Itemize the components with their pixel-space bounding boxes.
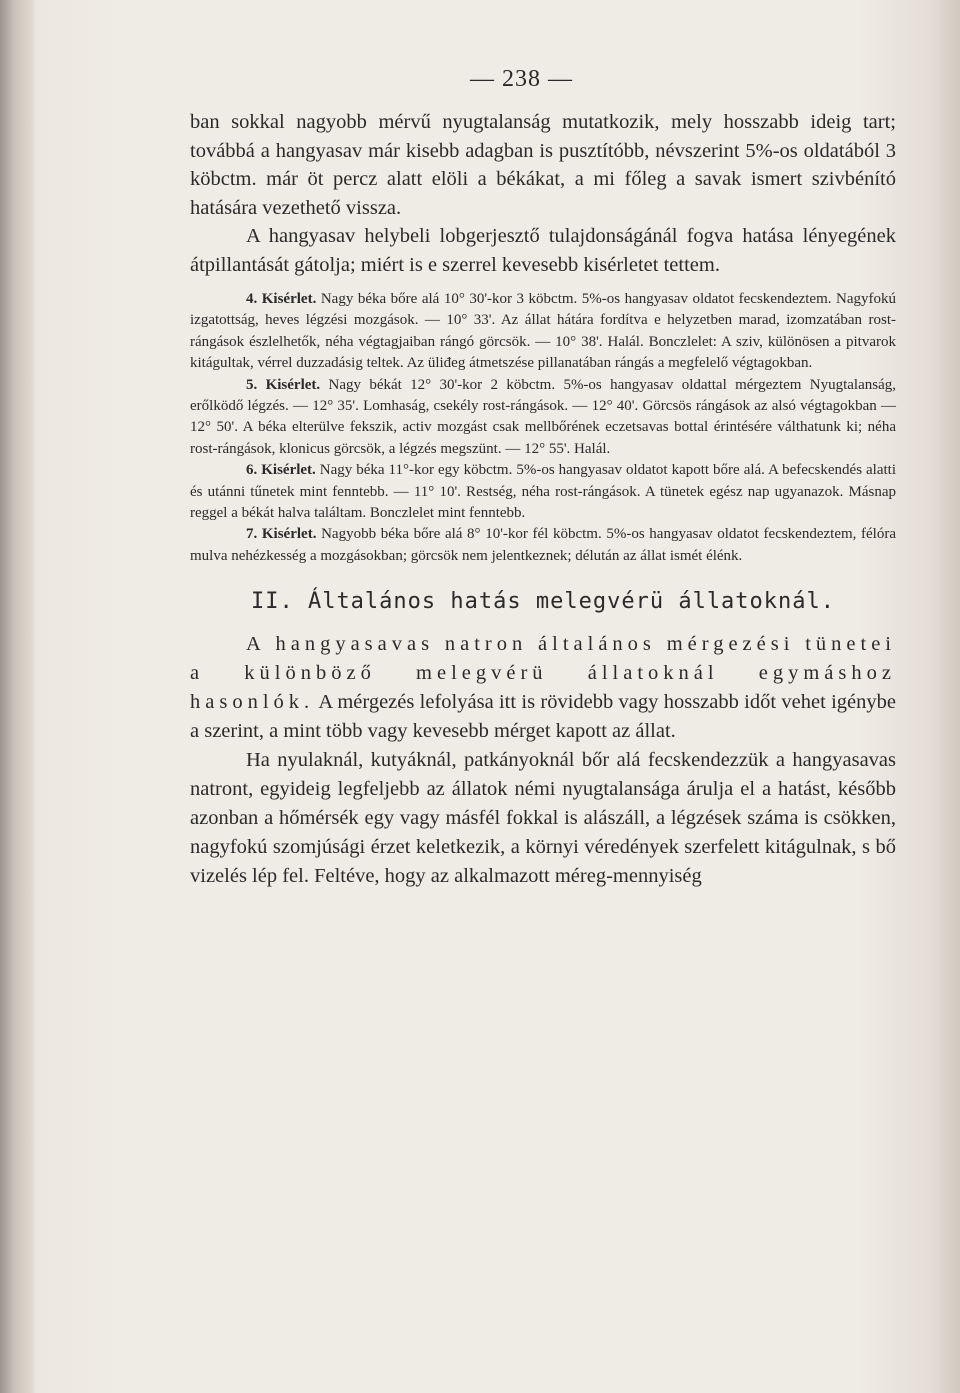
experiment-4: [190, 289, 896, 375]
page-body: [190, 108, 896, 891]
section-heading: II. Általános hatás melegvérü állatoknál.: [250, 589, 836, 615]
experiment-7: [190, 524, 896, 567]
experiment-text: Nagyobb béka bőre alá 8° 10'-kor fél köbctm. 5%-os hangyasav oldatot fecskendeztem, félóra mulva nehézkesség a mozgásokban; görcsök nem jelentkeznek; délután az állat ismét élénk.: [190, 526, 897, 564]
intro-block: [190, 108, 896, 279]
experiments-block: [190, 289, 896, 567]
experiment-label: 6. Kisérlet.: [246, 462, 316, 479]
experiment-label: 4. Kisérlet.: [246, 291, 317, 307]
experiment-6: [190, 460, 896, 524]
section-paragraph-2: Ha nyulaknál, kutyáknál, patkányoknál bőr alá fecskendezzük a hangyasavas natront, egyideig legfeljebb az állatok némi nyugtalansága árulja el a hatást, később azonban a hőmérsék egy vagy másfél fokkal is alászáll, a légzések száma is csökken, nagyfokú szomjúsági érzet keletkezik, a környi véredények szerfelett kitágulnak, s bő vizelés lép fel. Feltéve, hogy az alkalmazott méreg-mennyiség: [190, 749, 896, 888]
experiment-text: Nagy békát 12° 30'-kor 2 köbctm. 5%-os hangyasav oldattal mérgeztem Nyugtalanság, erőlködő légzés. — 12° 35'. Lomhaság, csekély rost-rángások. — 12° 40'. Görcsös rángások az alsó végtagokban — 12° 50'. A béka elterülve fekszik, activ mozgást csak mellbőrének eczetsavas bottal érintésére válthatunk ki; néha rost-rángások, klonicus görcsök, a légzés megszünt. — 12° 55'. Halál.: [190, 376, 897, 457]
experiment-label: 5. Kisérlet.: [246, 376, 321, 393]
experiment-5: [190, 375, 896, 461]
experiment-text: Nagy béka 11°-kor egy köbctm. 5%-os hangyasav oldatot kapott bőre alá. A befecskendés alatti és utánni tűnetek mint fenntebb. — 11° 10'. Restség, néha rost-rángások. A tünetek egész nap ugyanazok. Másnap reggel a békát halva találtam. Bonczlelet mint fenntebb.: [190, 462, 897, 522]
spaced-emphasis: A hangyasavas natron általános mérgezési tünetei a különböző melegvérü állatoknál egymáshoz hasonlók.: [190, 633, 896, 714]
experiment-text: Nagy béka bőre alá 10° 30'-kor 3 köbctm. 5%-os hangyasav oldatot fecskendeztem. Nagyfokú izgatottság, heves légzési mozgások. — 10° 33'. Az állat hátára fordítva e helyzetben marad, izomzatában rost-rángások észlelhetők, néha végtagjaiban rángó görcsök. — 10° 38'. Halál. Bonczlelet: A sziv, különösen a pitvarok kitágultak, vérrel duzzadásig teltek. Az üliđeg átmetszése pillanatában rángás a megfelelő végtagokban.: [190, 291, 897, 372]
intro-paragraph-2: A hangyasav helybeli lobgerjesztő tulajdonságánál fogva hatása lényegének átpillantását gátolja; miért is e szerrel kevesebb kisérletet tettem.: [190, 225, 896, 276]
section-paragraph-1-rest: A mérgezés lefolyása itt is rövidebb vagy hosszabb időt vehet igénybe a szerint, a mint több vagy kevesebb mérget kapott az állat.: [190, 691, 896, 743]
section-block: [190, 630, 896, 891]
book-spine-shadow: [0, 0, 34, 1393]
section-paragraph-1: [190, 630, 896, 746]
intro-paragraph-1: ban sokkal nagyobb mérvű nyugtalanság mutatkozik, mely hosszabb ideig tart; továbbá a hangyasav már kisebb adagban is pusztítóbb, névszerint 5%-os oldatából 3 köbctm. már öt percz alatt elöli a békákat, a mi főleg a savak ismert szivbénító hatására vezethető vissza.: [190, 111, 896, 219]
experiment-label: 7. Kisérlet.: [246, 526, 317, 543]
page-number: — 238 —: [470, 66, 573, 92]
